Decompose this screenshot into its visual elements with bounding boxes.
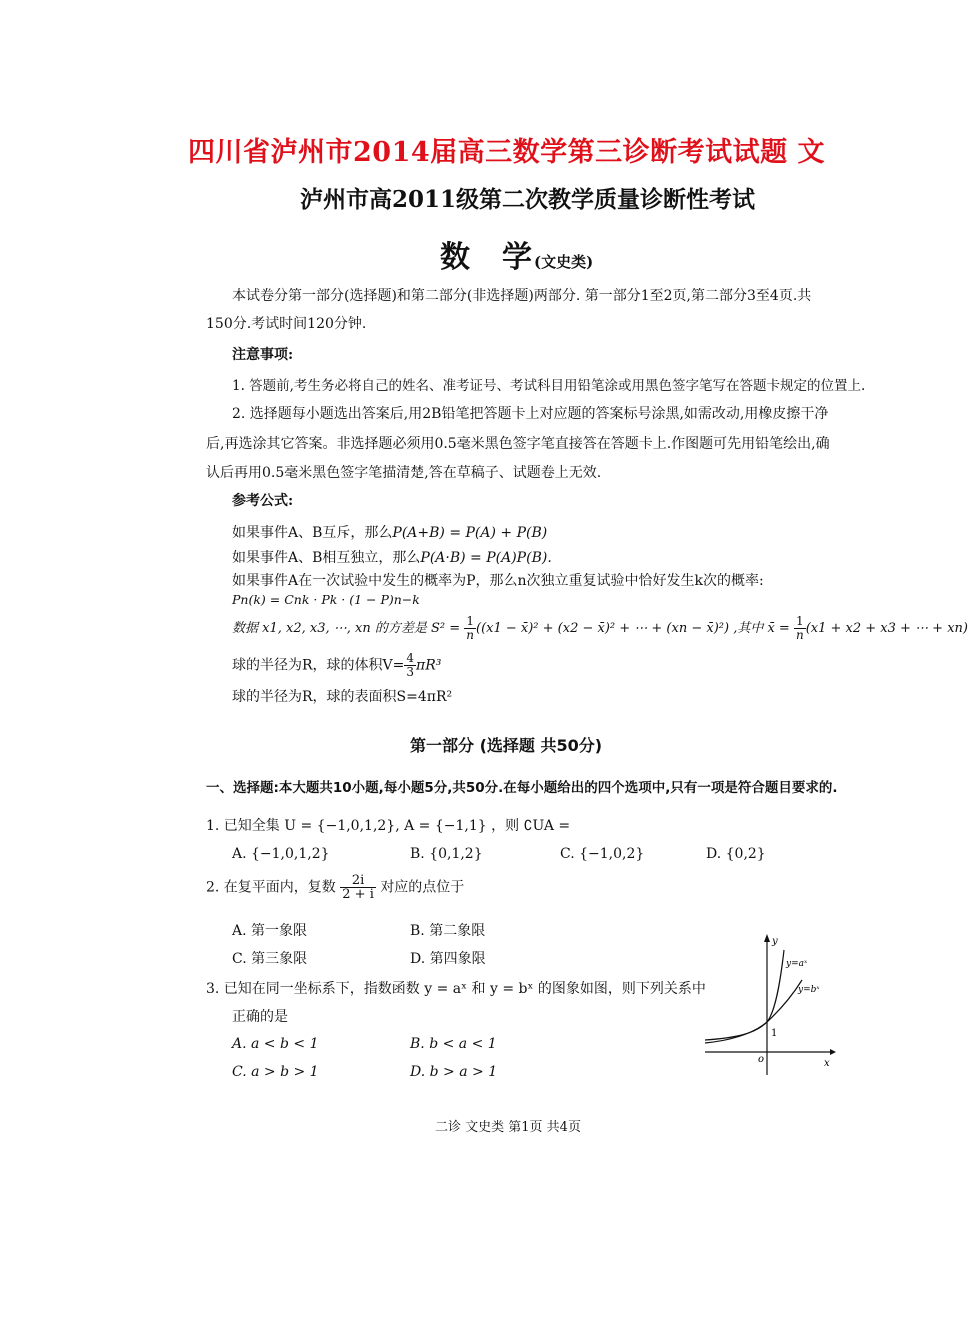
question-2-option-d: D. 第四象限: [410, 951, 486, 967]
notes-item-2-line-2: 后,再选涂其它答案。非选择题必须用0.5毫米黑色签字笔直接答在答题卡上.作图题可先用铅笔绘出,确: [206, 436, 830, 452]
formula-6-text: 球的半径为R，球的体积V=: [232, 657, 405, 674]
question-3-option-a: A. a < b < 1: [232, 1036, 319, 1052]
page-footer: 二诊 文史类 第1页 共4页: [435, 1120, 581, 1135]
formula-binomial-text: 如果事件A在一次试验中发生的概率为P，那么n次独立重复试验中恰好发生k次的概率:: [232, 573, 764, 589]
subject-title: [440, 232, 593, 276]
formula-6-tail: πR³: [416, 657, 442, 674]
part-1-instruction: 一、选择题:本大题共10小题,每小题5分,共50分.在每小题给出的四个选项中,只有一项是符合题目要求的.: [206, 780, 838, 796]
notes-item-1: 1. 答题前,考生务必将自己的姓名、准考证号、考试科目用铅笔涂或用黑色签字笔写在答题卡规定的位置上.: [232, 378, 866, 394]
curve-b: [705, 980, 802, 1043]
intro-line-2: 150分.考试时间120分钟.: [206, 316, 367, 332]
question-2-option-b: B. 第二象限: [410, 923, 486, 939]
question-3-stem-line-2: 正确的是: [232, 1009, 288, 1025]
question-3-option-b: B. b < a < 1: [410, 1036, 497, 1052]
question-2-fraction: [340, 874, 376, 901]
formula-mutually-exclusive: [232, 522, 547, 542]
question-1-option-a: A. {−1,0,1,2}: [232, 846, 330, 862]
question-2-stem: [206, 874, 464, 901]
formula-2-text: 如果事件A、B相互独立，那么: [232, 550, 421, 566]
notes-item-2-line-3: 认后再用0.5毫米黑色签字笔描清楚,答在草稿子、试题卷上无效.: [206, 465, 602, 481]
y-axis-label: y: [772, 936, 778, 947]
subject-char-1: 数: [440, 240, 472, 275]
x-axis-label: x: [824, 1058, 830, 1069]
formula-6-frac-num: 4: [406, 651, 415, 665]
intro-line-1: 本试卷分第一部分(选择题)和第二部分(非选择题)两部分. 第一部分1至2页,第二部分3至4页.共: [232, 288, 812, 304]
formula-6-frac-den: 3: [406, 665, 415, 679]
part-1-title: 第一部分 (选择题 共50分): [410, 736, 603, 755]
formula-5-tail: (x1 + x2 + x3 + ⋯ + xn): [805, 621, 968, 636]
formula-variance: [232, 615, 968, 642]
question-2-frac-num: 2i: [340, 874, 376, 888]
formula-1-math: P(A+B) = P(A) + P(B): [392, 525, 548, 541]
question-3-stem-line-1: 3. 已知在同一坐标系下，指数函数 y = aˣ 和 y = bˣ 的图象如图，则下列关系中: [206, 981, 706, 997]
formula-5-frac2-num: 1: [794, 615, 806, 629]
question-1-stem: 1. 已知全集 U = {−1,0,1,2}, A = {−1,1} ，则 ∁UA =: [206, 818, 571, 834]
formulas-heading: 参考公式:: [232, 493, 294, 509]
formula-sphere-volume: [232, 652, 441, 679]
curve-a-label: y=aˣ: [786, 959, 808, 969]
formula-2-math: P(A·B) = P(A)P(B).: [420, 550, 552, 566]
question-2-stem-prefix: 2. 在复平面内，复数: [206, 879, 336, 896]
question-3-option-c: C. a > b > 1: [232, 1064, 319, 1080]
formula-5-frac-den: n: [466, 628, 474, 642]
notes-item-2-line-1: 2. 选择题每小题选出答案后,用2B铅笔把答题卡上对应题的答案标号涂黑,如需改动,用橡皮擦干净: [232, 406, 829, 422]
document-red-title: 四川省泸州市2014届高三数学第三诊断考试试题 文: [188, 137, 826, 168]
x-axis-arrow: [830, 1049, 836, 1055]
formula-independent: [232, 547, 552, 567]
question-3-option-d: D. b > a > 1: [410, 1064, 498, 1080]
formula-5-fraction: [464, 615, 476, 642]
formula-6-fraction: [404, 652, 416, 679]
intercept-label: 1: [771, 1028, 778, 1039]
question-2-option-c: C. 第三象限: [232, 951, 308, 967]
formula-5-frac2-den: n: [795, 628, 804, 642]
formula-5-body: ((x1 − x̄)² + (x2 − x̄)² + ⋯ + (xn − x̄)²) ,其中 x̄ =: [476, 621, 790, 636]
formula-1-text: 如果事件A、B互斥，那么: [232, 525, 393, 541]
origin-label: o: [758, 1054, 765, 1065]
question-1-option-c: C. {−1,0,2}: [560, 846, 645, 862]
formula-5-frac-num: 1: [464, 615, 476, 629]
question-2-stem-suffix: 对应的点位于: [380, 879, 465, 896]
question-2-frac-den: 2 + i: [342, 887, 374, 902]
formula-sphere-surface: 球的半径为R，球的表面积S=4πR²: [232, 689, 453, 705]
subject-char-2: 学: [502, 240, 534, 275]
question-1-option-d: D. {0,2}: [706, 846, 766, 862]
formula-5-fraction-2: [794, 615, 806, 642]
exponential-graph: [700, 930, 840, 1080]
formula-binomial-math: Pn(k) = Cnk · Pk · (1 − P)n−k: [232, 592, 420, 607]
question-1-option-b: B. {0,1,2}: [410, 846, 483, 862]
notes-heading: 注意事项:: [232, 347, 294, 363]
subject-tag: (文史类): [534, 253, 594, 271]
curve-b-label: y=bˣ: [798, 985, 820, 995]
y-axis-arrow: [764, 934, 770, 942]
formula-5-prefix: 数据 x1, x2, x3, ⋯, xn 的方差是 S² =: [232, 621, 461, 636]
curve-a: [705, 950, 784, 1040]
question-2-option-a: A. 第一象限: [232, 923, 308, 939]
exam-title: 泸州市高2011级第二次教学质量诊断性考试: [300, 186, 756, 213]
